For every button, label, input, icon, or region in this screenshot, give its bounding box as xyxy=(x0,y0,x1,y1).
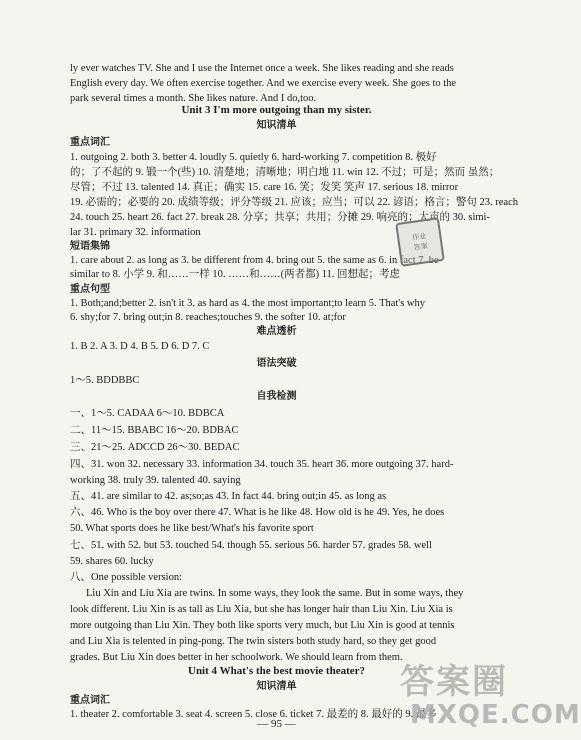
vocab-line: 24. touch 25. heart 26. fact 27. break 28. 分享；共享；共用；分摊 29. 响亮的；大声的 30. simi- xyxy=(70,212,490,223)
essay-line: more outgoing than Liu Xin. They both like sports very much, but Liu Xin is good at tennis xyxy=(70,620,455,631)
unit3-phrases-heading: 短语集锦 xyxy=(70,241,110,252)
grammar-answers: 1～5. BDDBBC xyxy=(70,375,140,386)
essay-line: Liu Xin and Liu Xia are twins. In some ways, they look the same. But in some ways, they xyxy=(86,588,464,599)
self-check-line: 50. What sports does he like best/What's his favorite sport xyxy=(70,523,314,534)
self-check-line: 二、11～15. BBABC 16～20. BDBAC xyxy=(70,425,239,436)
vocab-line: 19. 必需的；必要的 20. 成绩等级；评分等级 21. 应该；应当；可以 22. 谚语；格言；警句 23. reach xyxy=(70,197,518,208)
unit3-knowledge-heading: 知识清单 xyxy=(256,120,297,131)
self-check-line: 59. shares 60. lucky xyxy=(70,556,154,567)
paragraph-line: park several times a month. She likes nature. And I do,too. xyxy=(70,93,317,104)
grammar-heading: 语法突破 xyxy=(256,358,297,369)
self-check-heading: 自我检测 xyxy=(256,391,297,402)
self-check-line: 八、One possible version: xyxy=(70,572,182,583)
difficulty-heading: 难点透析 xyxy=(256,326,297,337)
unit3-title: Unit 3 I'm more outgoing than my sister. xyxy=(181,104,372,116)
self-check-line: 七、51. with 52. but 53. touched 54. though 55. serious 56. harder 57. grades 58. well xyxy=(70,540,432,551)
paragraph-line: English every day. We often exercise together. And we exercise every week. She goes to the xyxy=(70,78,457,89)
site-watermark: 答案圈 MXQE.COM xyxy=(400,662,581,730)
unit4-title: Unit 4 What's the best movie theater? xyxy=(188,665,365,677)
vocab-line: 1. outgoing 2. both 3. better 4. loudly 5. quietly 6. hard-working 7. competition 8. 极好 xyxy=(70,152,437,163)
self-check-line: 三、21～25. ADCCD 26～30. BEDAC xyxy=(70,442,240,453)
unit4-vocab-heading: 重点词汇 xyxy=(70,695,110,706)
self-check-line: 四、31. won 32. necessary 33. information 34. touch 35. heart 36. more outgoing 37. hard- xyxy=(70,459,454,470)
essay-line: and Liu Xia is telented in ping-pong. The twin sisters both study hard, so they get good xyxy=(70,636,437,647)
self-check-line: 五、41. are similar to 42. as;so;as 43. In fact 44. bring out;in 45. as long as xyxy=(70,491,387,502)
unit4-knowledge-heading: 知识清单 xyxy=(256,681,297,692)
vocab-line: 的；了不起的 9. 锻一个(些) 10. 清楚地；清晰地；明白地 11. win 12. 不过；可是；然而 虽然； xyxy=(70,167,500,178)
page-number: — 95 — xyxy=(257,718,296,730)
essay-line: grades. But Liu Xin does better in her schoolwork. We should learn from them. xyxy=(70,652,403,663)
vocab-line: lar 31. primary 32. information xyxy=(70,227,201,238)
difficulty-answers: 1. B 2. A 3. D 4. B 5. D 6. D 7. C xyxy=(70,341,210,352)
sentence-line: 6. shy;for 7. bring out;in 8. reaches;touches 9. the softer 10. at;for xyxy=(70,312,346,323)
unit3-sentences-heading: 重点句型 xyxy=(70,284,110,295)
self-check-line: 一、1～5. CADAA 6～10. BDBCA xyxy=(70,408,225,419)
answer-stamp: 作业 答案 xyxy=(395,217,445,267)
unit3-vocab-heading: 重点词汇 xyxy=(70,137,110,148)
phrase-line: 1. care about 2. as long as 3. be different from 4. bring out 5. the same as 6. in fact 7. be xyxy=(70,255,439,266)
sentence-line: 1. Both;and;better 2. isn't it 3. as hard as 4. the most important;to learn 5. That's why xyxy=(70,298,425,309)
essay-line: look different. Liu Xin is as tall as Liu Xia, but she has longer hair than Liu Xin. Liu Xia is xyxy=(70,604,453,615)
self-check-line: 六、46. Who is the boy over there 47. What is he like 48. How old is he 49. Yes, he does xyxy=(70,507,445,518)
self-check-line: working 38. truly 39. talented 40. saying xyxy=(70,475,241,486)
vocab-line: 尽管；不过 13. talented 14. 真正；确实 15. care 16. 笑；发笑 笑声 17. serious 18. mirror xyxy=(70,182,459,193)
phrase-line: similar to 8. 小学 9. 和……一样 10. ……和……(两者都) 11. 回想起；考虑 xyxy=(70,269,401,280)
paragraph-line: ly ever watches TV. She and I use the Internet once a week. She likes reading and she reads xyxy=(70,63,454,74)
unit4-vocab-line: 1. theater 2. comfortable 3. seat 4. screen 5. close 6. ticket 7. 最差的 8. 最好的 9. 最多 xyxy=(70,709,437,720)
